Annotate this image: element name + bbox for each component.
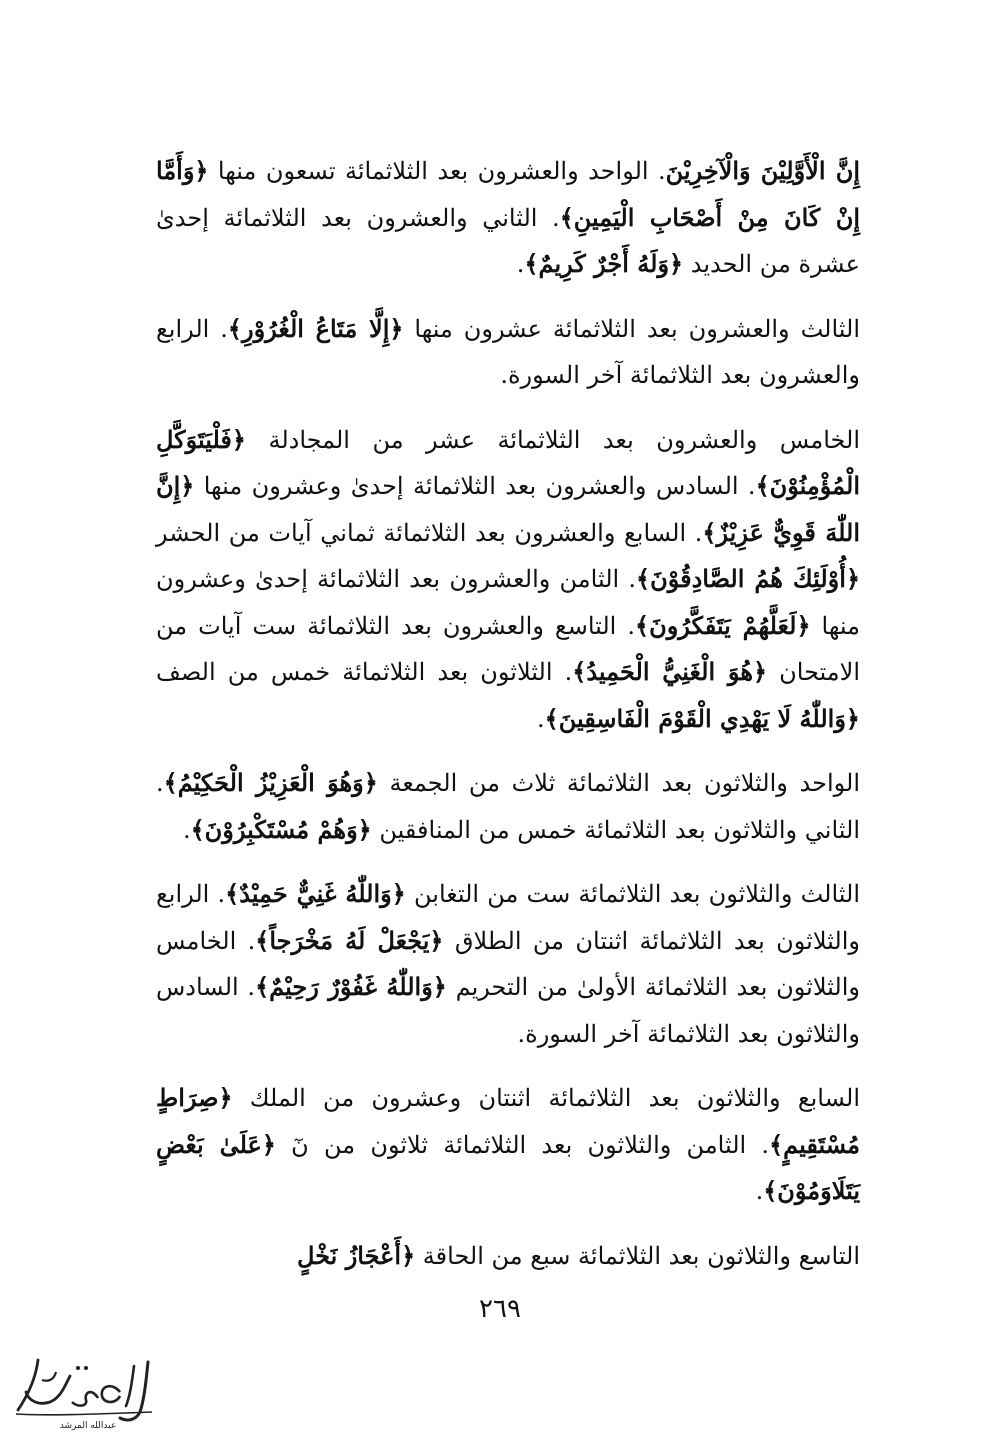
prose-text: . التاسع والعشرون بعد الثلاثمائة ست آيات من الامتحان xyxy=(156,611,861,686)
quran-verse: ﴿أَعْجَازُ نَخْلٍ xyxy=(297,1240,416,1270)
quran-verse: ﴿فَلْيَتَوَكَّلِ الْمُؤْمِنُوْنَ﴾ xyxy=(156,424,860,500)
paragraph xyxy=(156,306,860,399)
paragraph xyxy=(156,417,860,743)
prose-text: . xyxy=(537,704,545,733)
prose-text: التاسع والثلاثون بعد الثلاثمائة سبع من الحاقة xyxy=(415,1241,860,1270)
prose-text: . الثاني والثلاثون بعد الثلاثمائة خمس من المنافقين xyxy=(156,769,860,844)
quran-verse: ﴿لَعَلَّهُمْ يَتَفَكَّرُونَ﴾ xyxy=(635,610,811,640)
quran-verse: ﴿صِرَاطٍ مُسْتَقِيمٍ﴾ xyxy=(156,1083,860,1159)
svg-text:عبدالله المرشد: عبدالله المرشد xyxy=(59,1421,117,1431)
quran-verse: ﴿هُوَ الْغَنِيُّ الْحَمِيدُ﴾ xyxy=(572,657,768,686)
watermark-logo xyxy=(8,1352,158,1432)
page-number: ٢٦٩ xyxy=(479,1294,521,1324)
quran-verse: ﴿وَاللّٰهُ لَا يَهْدِي الْقَوْمَ الْفَاسِقِينَ﴾ xyxy=(544,703,860,733)
prose-text: . السادس والعشرون بعد الثلاثمائة إحدىٰ وعشرون منها xyxy=(194,472,756,500)
quran-verse: ﴿وَهُمْ مُسْتَكْبِرُوْنَ﴾ xyxy=(190,814,372,844)
prose-text: الواحد والثلاثون بعد الثلاثمائة ثلاث من الجمعة xyxy=(377,769,860,797)
quran-verse: ﴿وَاللّٰهُ غَنِيٌّ حَمِيْدٌ﴾ xyxy=(225,879,406,908)
page-body xyxy=(156,148,860,1297)
prose-text: . الثلاثون بعد الثلاثمائة خمس من الصف xyxy=(156,658,573,686)
paragraph xyxy=(156,760,860,853)
paragraph xyxy=(156,148,860,288)
prose-text: . xyxy=(516,250,525,278)
quran-verse: ﴿عَلَىٰ بَعْضٍ يَتَلَاوَمُوْنَ﴾ xyxy=(156,1129,860,1205)
prose-text: . الثامن والعشرون بعد الثلاثمائة إحدىٰ وعشرون منها xyxy=(156,565,860,640)
quran-verse: ﴿وَأَمَّا إِنْ كَانَ مِنْ أَصْحَابِ الْيَمِينِ﴾ xyxy=(156,156,860,232)
prose-text: . الرابع والثلاثون بعد الثلاثمائة اثنتان من الطلاق xyxy=(156,880,860,955)
paragraph xyxy=(156,1075,860,1215)
quran-verse: ﴿إِنَّ اللّٰهَ قَوِيٌّ عَزِيْزٌ﴾ xyxy=(156,471,860,547)
prose-text: السابع والثلاثون بعد الثلاثمائة اثنتان وعشرون من الملك xyxy=(232,1084,860,1112)
prose-text: . الخامس والثلاثون بعد الثلاثمائة الأولىٰ من التحريم xyxy=(156,926,860,1001)
quran-verse: ﴿يَجْعَلْ لَهُ مَخْرَجاً﴾ xyxy=(255,925,444,955)
prose-text: الخامس والعشرون بعد الثلاثمائة عشر من المجادلة xyxy=(245,425,860,454)
quran-verse: ﴿وَلَهُ أَجْرٌ كَرِيمٌ﴾ xyxy=(524,249,684,278)
quran-verse: ﴿أُوْلَئِكَ هُمُ الصَّادِقُوْنَ﴾ xyxy=(636,564,860,593)
prose-text: . الثاني والعشرون بعد الثلاثمائة إحدىٰ عشرة من الحديد xyxy=(156,203,860,278)
prose-text: . الرابع والعشرون بعد الثلاثمائة آخر السورة. xyxy=(156,314,860,389)
prose-text: الثالث والعشرون بعد الثلاثمائة عشرون منها xyxy=(403,314,860,343)
prose-text: . السادس والثلاثون بعد الثلاثمائة آخر السورة. xyxy=(156,973,860,1048)
quran-verse: ﴿إِلَّا مَتَاعُ الْغُرُوْرِ﴾ xyxy=(227,313,404,343)
quran-verse: إِنَّ الْأَوَّلِيْنَ وَالْآخِرِيْنَ xyxy=(665,156,860,185)
prose-text: . xyxy=(182,815,191,844)
prose-text: . السابع والعشرون بعد الثلاثمائة ثماني آيات من الحشر xyxy=(156,518,703,547)
quran-verse: ﴿وَاللّٰهُ غَفُوْرٌ رَحِيْمٌ﴾ xyxy=(255,972,447,1001)
prose-text: . الثامن والثلاثون بعد الثلاثمائة ثلاثون من نٓ xyxy=(275,1130,770,1159)
quran-verse: ﴿وَهُوَ الْعَزِيْزُ الْحَكِيْمُ﴾ xyxy=(163,768,378,797)
prose-text: الثالث والثلاثون بعد الثلاثمائة ست من التغابن xyxy=(405,880,860,908)
prose-text: . الواحد والعشرون بعد الثلاثمائة تسعون منها xyxy=(208,157,666,185)
prose-text: . xyxy=(755,1177,764,1205)
watermark-signature xyxy=(8,1352,158,1432)
paragraph xyxy=(156,871,860,1057)
paragraph xyxy=(156,1233,860,1280)
